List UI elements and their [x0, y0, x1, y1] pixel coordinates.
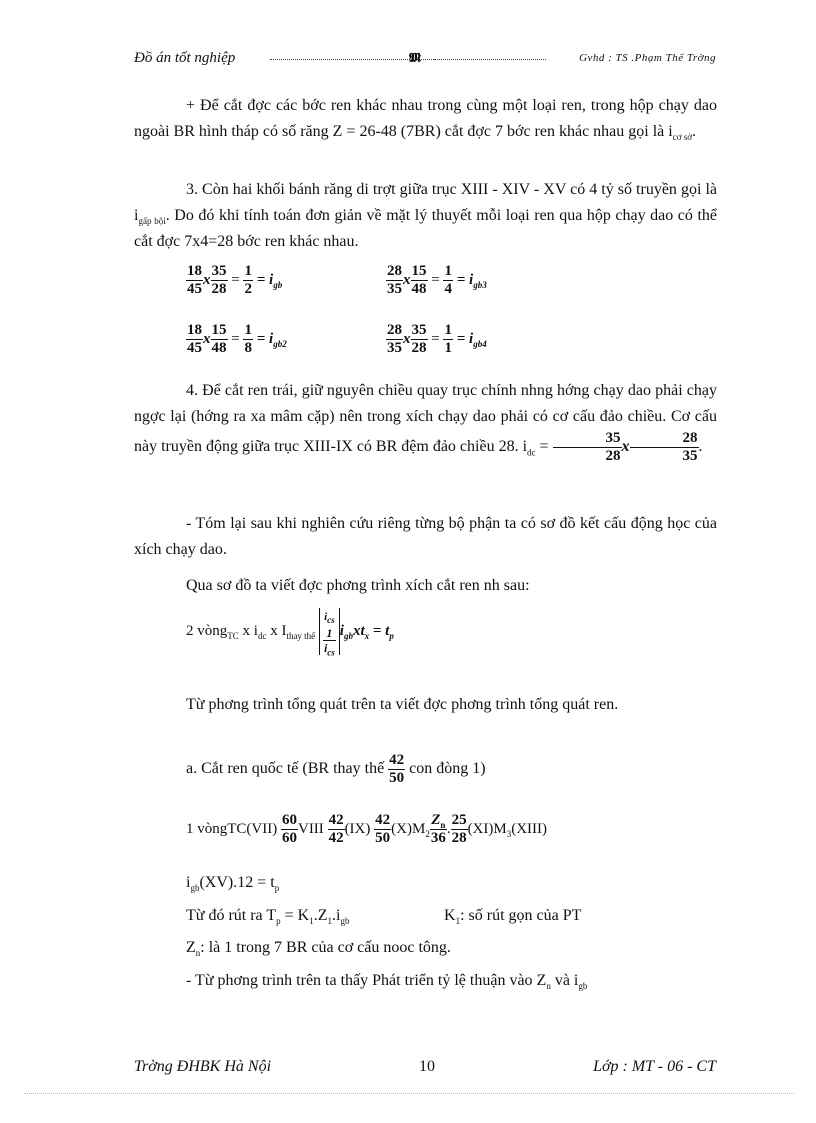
book-icon: 𝕸: [409, 50, 421, 65]
chain-equation: 2 vòng$_{TC}$ x $i_{dc}$ x $I_{thay thế}$ $i_{cs}$ $\frac{1}{i_{cs}}$ $i_{gb}xt_x = t_p$: [186, 608, 394, 655]
paragraph-3: 4. Để cắt ren trái, giữ nguyên chiều quay trục chính nhng hớng chạy dao phải chạy ngợc lại (hớng ra xa mâm cặp) nên trong xích chạy dao phải có cơ cấu đảo chiều. Cơ cấu này truyền động giữa trục XIII-IX có BR đệm đảo chiều 28. $i_{dc}$ = $\frac{35}{28}$ x $\frac{28}{35}$ .: [134, 382, 717, 464]
ratio-equation-3: $\frac{18}{45}$ x $\frac{15}{48}$ = $\frac{1}{8}$ = $i_{gb2}$: [187, 322, 287, 356]
header-left: Đồ án tốt nghiệp: [134, 50, 236, 66]
line-igb: $i_{gb}(XV).12 = t_p$: [186, 874, 280, 894]
reverse-ratio-1: $\frac{35}{28}$: [553, 430, 622, 465]
footer-left: Trờng ĐHBK Hà Nội: [134, 1058, 272, 1075]
paragraph-5: Qua sơ đồ ta viết đợc phơng trình xích cắt ren nh sau:: [186, 577, 530, 594]
ratio-equation-1: $\frac{18}{45}$ x $\frac{35}{28}$ = $\frac{1}{2}$ = $i_{gb}$: [187, 263, 283, 297]
gear-train-equation: 1 vòngTC(VII) $\frac{60}{60}$ VIII $\frac{42}{42}$ (IX) $\frac{42}{50}$ $(X)M_2$ $\frac{Z_n}{36}$ . $\frac{25}{28}$ $(XI)M_3(XIII)$: [186, 812, 548, 846]
line-tp: Từ đó rút ra $T_p = K_1.Z_1.i_{gb}$ $K_1$: số rút gọn của PT: [186, 907, 582, 927]
line-conclusion: - Từ phơng trình trên ta thấy Phát triển tỷ lệ thuận vào $Z_n$ và $i_{gb}$: [186, 972, 588, 992]
paragraph-6: Từ phơng trình tổng quát trên ta viết đợc phơng trình tổng quát ren.: [186, 696, 619, 713]
reverse-ratio-2: $\frac{28}{35}$: [630, 430, 699, 465]
paragraph-2: 3. Còn hai khối bánh răng di trợt giữa trục XIII - XIV - XV có 4 tỷ số truyền gọi là $i_{gấp bội}$. Do đó khi tính toán đơn giản về mặt lý thuyết mỗi loại ren qua hộp chạy dao có thể cắt đợc 7x4=28 bớc ren khác nhau.: [134, 181, 718, 250]
ratio-matrix: $i_{cs}$ $\frac{1}{i_{cs}}$: [319, 608, 340, 655]
bottom-dotted-rule: [24, 1093, 794, 1094]
paragraph-7: a. Cắt ren quốc tế (BR thay thế $\frac{42}{50}$ con đòng 1): [186, 752, 486, 786]
page-footer: [134, 1058, 716, 1080]
line-zn: $Z_n$: là 1 trong 7 BR của cơ cấu nooc tông.: [186, 939, 451, 959]
page-header: [134, 50, 716, 70]
ratio-equation-2: $\frac{28}{35}$ x $\frac{15}{48}$ = $\frac{1}{4}$ = $i_{gb3}$: [387, 263, 487, 297]
ratio-equation-4: $\frac{28}{35}$ x $\frac{35}{28}$ = $\frac{1}{1}$ = $i_{gb4}$: [387, 322, 487, 356]
paragraph-1: + Để cắt đợc các bớc ren khác nhau trong cùng một loại ren, trong hộp chạy dao ngoài BR hình tháp có số răng Z = 26-48 (7BR) cắt đợc 7 bớc ren khác nhau gọi là $i_{cơ sở}$.: [134, 97, 717, 143]
header-dotted-rule-2: [434, 59, 546, 60]
header-right: Gvhd : TS .Phạm Thế Trờng: [579, 52, 716, 64]
paragraph-4: - Tóm lại sau khi nghiên cứu riêng từng bộ phận ta có sơ đồ kết cấu động học của xích chạy dao.: [134, 515, 717, 558]
footer-right: Lớp : MT - 06 - CT: [593, 1058, 716, 1075]
page-number: 10: [419, 1058, 435, 1075]
